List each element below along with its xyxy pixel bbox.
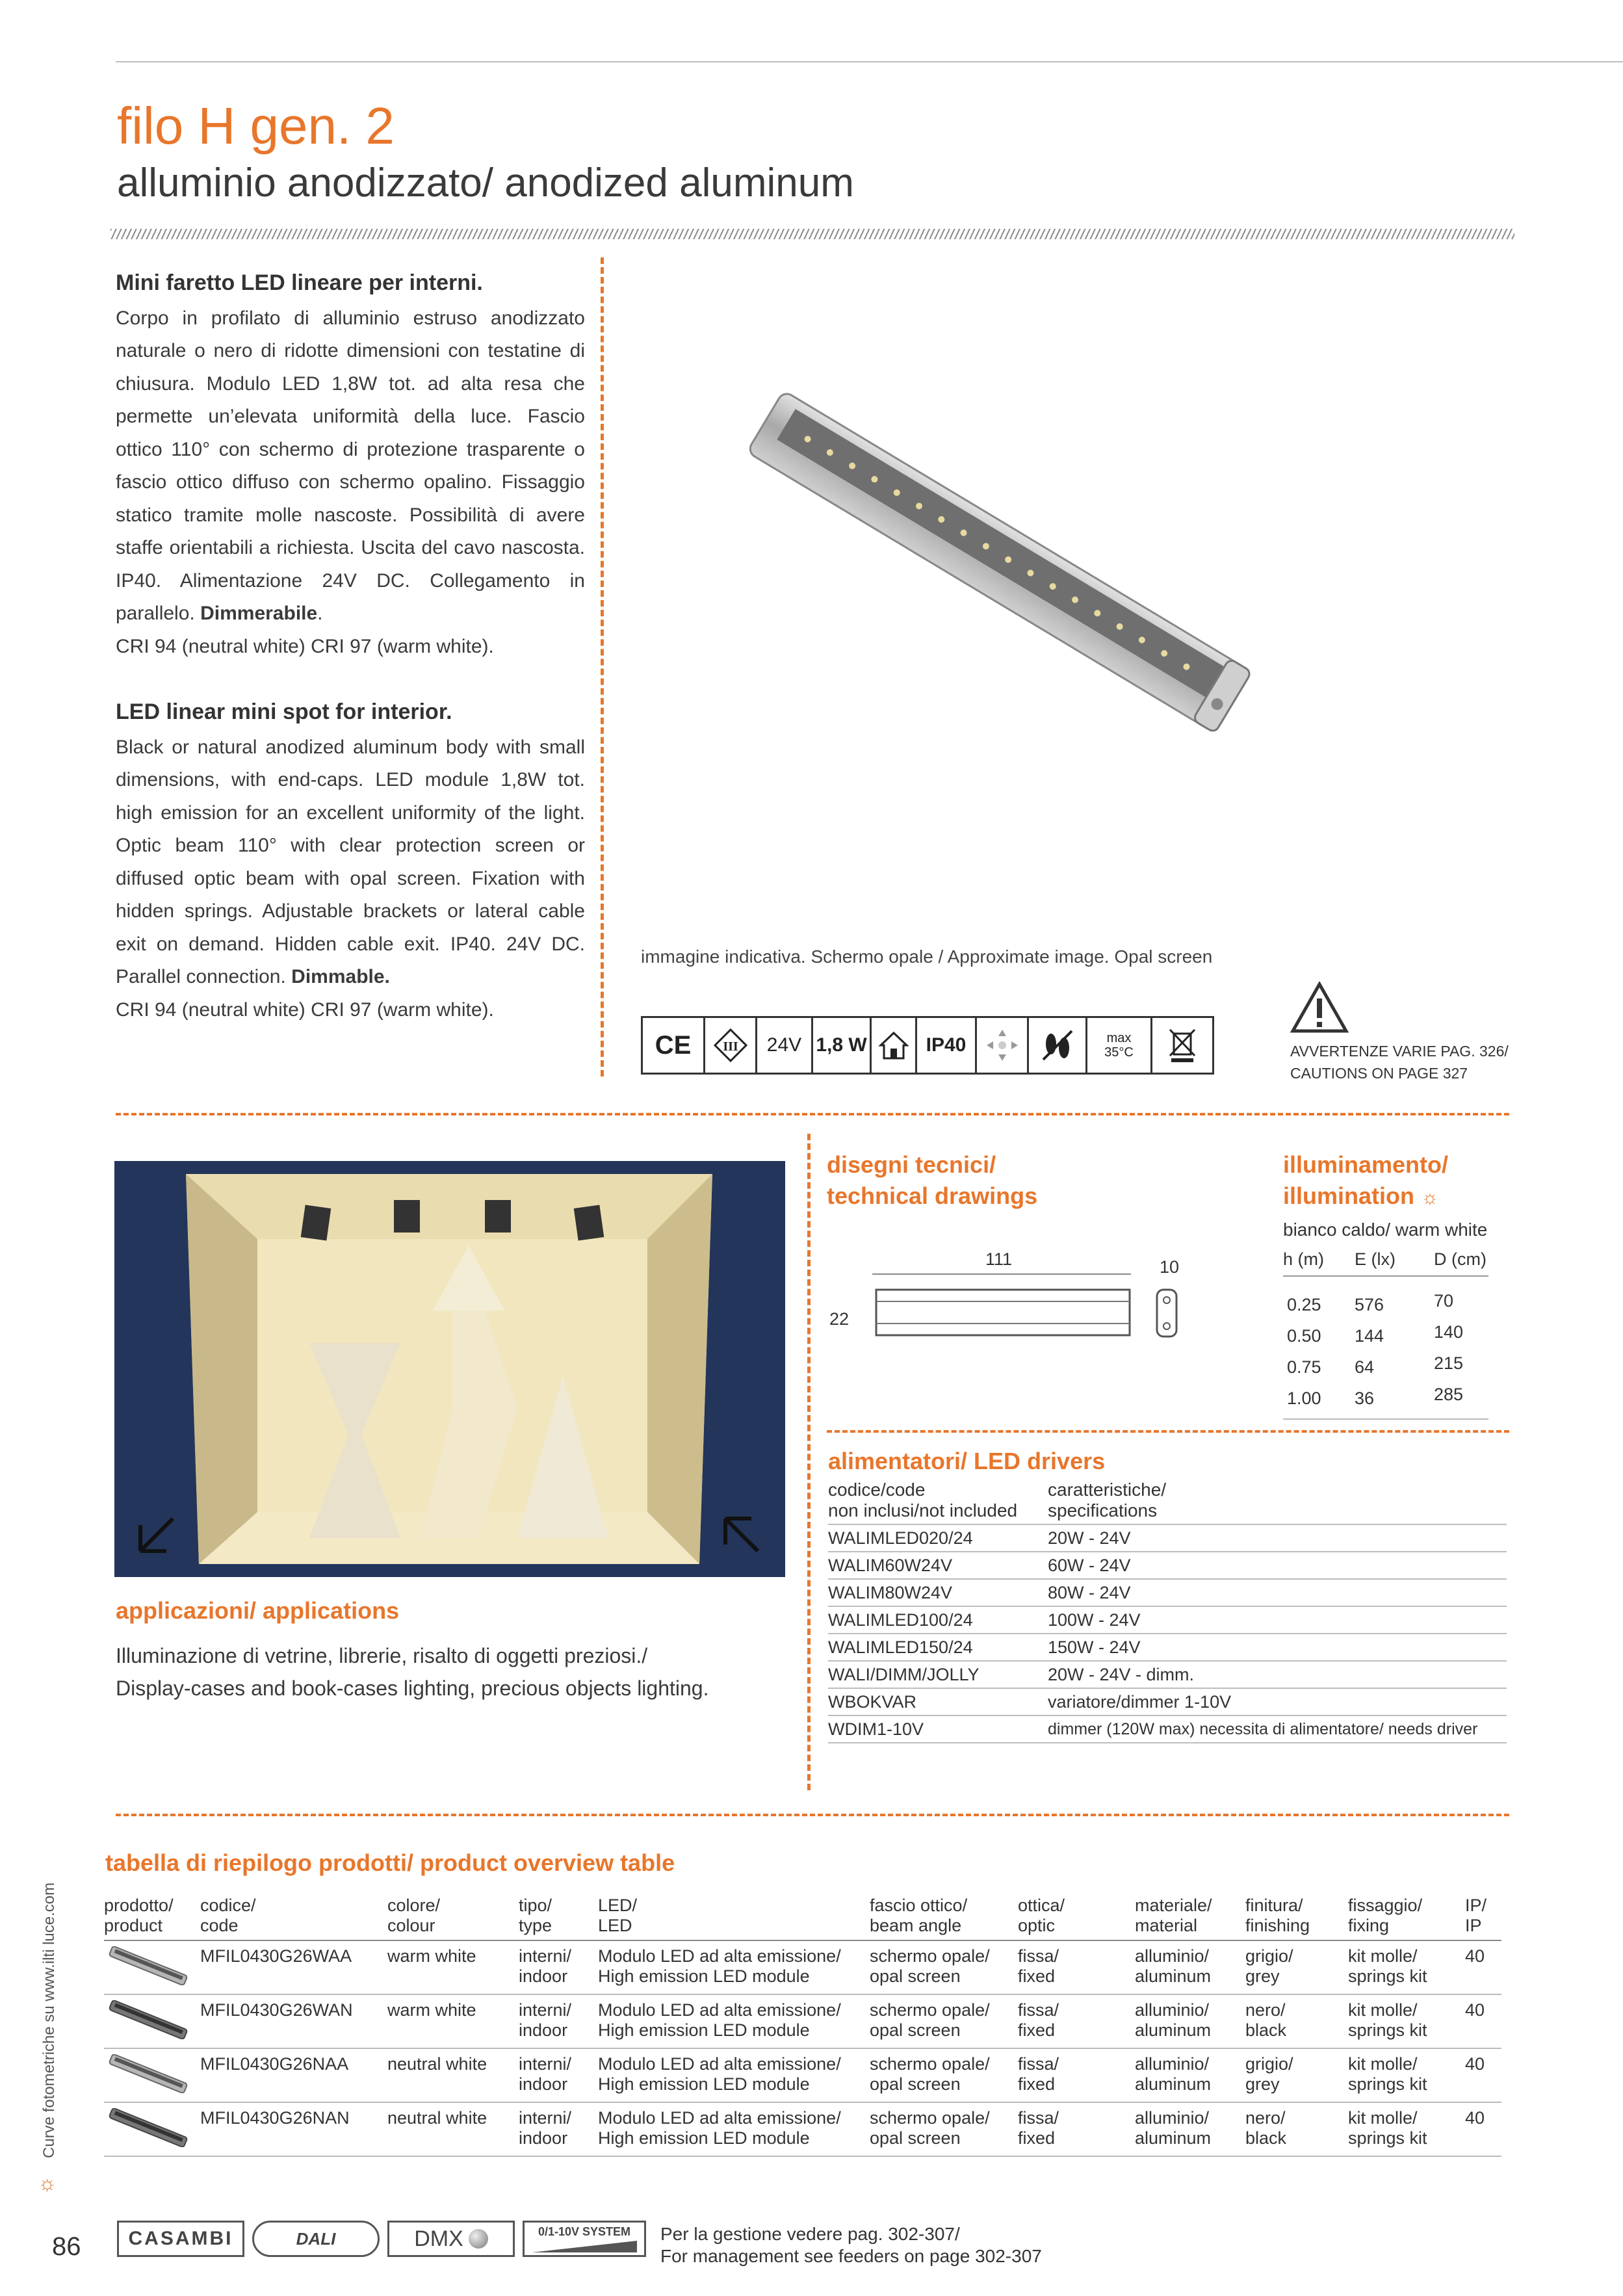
- product-fixing: kit molle/ springs kit: [1348, 2102, 1465, 2156]
- voltage-label: 24V: [757, 1018, 813, 1073]
- illumination-d: 215: [1434, 1353, 1464, 1373]
- product-fixing: kit molle/ springs kit: [1348, 1994, 1465, 2048]
- product-material: alluminio/ aluminum: [1135, 2102, 1245, 2156]
- product-beam: schermo opale/ opal screen: [870, 2102, 1018, 2156]
- technical-drawing: [864, 1268, 1215, 1346]
- footprint-icon: [1029, 1018, 1087, 1073]
- product-ip: 40: [1465, 1994, 1501, 2048]
- max-temperature: [1087, 1018, 1152, 1073]
- drivers-table: [828, 1524, 1507, 1743]
- description-it-heading: Mini faretto LED lineare per interni.: [116, 270, 483, 295]
- page-number: 86: [52, 2232, 81, 2261]
- overview-row: [104, 1940, 1501, 1994]
- illumination-h: 0.25: [1287, 1295, 1321, 1314]
- drivers-title: alimentatori/ LED drivers: [828, 1448, 1106, 1474]
- warning-icon: [1290, 982, 1349, 1034]
- illumination-e: 144: [1355, 1326, 1384, 1346]
- side-photometric-text: Curve fotometriche su www.ilti luce.com: [40, 1882, 58, 2158]
- horizontal-divider-2: [116, 1814, 1509, 1816]
- illumination-subtitle: bianco caldo/ warm white: [1283, 1220, 1488, 1240]
- horizontal-divider-drivers: [827, 1430, 1509, 1433]
- illumination-title-2: illumination: [1283, 1182, 1414, 1209]
- illumination-title-1: illuminamento/: [1283, 1151, 1449, 1178]
- class-iii-icon: [705, 1018, 757, 1073]
- product-optic: fissa/ fixed: [1018, 1940, 1135, 1994]
- product-thumbnail: [104, 1940, 200, 1994]
- product-led: Modulo LED ad alta emissione/ High emission LED module: [598, 1994, 870, 2048]
- driver-spec: 20W - 24V: [1048, 1524, 1507, 1552]
- product-beam: schermo opale/ opal screen: [870, 2048, 1018, 2102]
- weee-bin-icon: [1152, 1018, 1212, 1073]
- management-text: [660, 2223, 1042, 2267]
- vertical-divider-top: [601, 257, 604, 1076]
- applications-text-it: Illuminazione di vetrine, librerie, risalto di oggetti preziosi./: [116, 1644, 648, 1667]
- product-type: interni/ indoor: [519, 2102, 598, 2156]
- overview-title: tabella di riepilogo prodotti/ product overview table: [105, 1849, 675, 1876]
- description-it-dimmable: Dimmerabile: [200, 603, 318, 624]
- illumination-h: 0.50: [1287, 1326, 1321, 1346]
- product-type: interni/ indoor: [519, 1940, 598, 1994]
- description-en-cri: CRI 94 (neutral white) CRI 97 (warm white).: [116, 998, 494, 1021]
- product-thumbnail: [104, 2102, 200, 2156]
- system-logo: [523, 2221, 646, 2257]
- driver-code: WALIM60W24V: [828, 1552, 1048, 1579]
- product-code: MFIL0430G26NAA: [200, 2048, 387, 2102]
- page-title: filo H gen. 2: [117, 97, 395, 155]
- product-fixing: kit molle/ springs kit: [1348, 2048, 1465, 2102]
- illumination-h: 1.00: [1287, 1389, 1321, 1408]
- driver-spec: 150W - 24V: [1048, 1634, 1507, 1661]
- overview-row: [104, 1994, 1501, 2048]
- dmx-logo: [387, 2221, 515, 2257]
- description-it: Mini faretto LED lineare per interni. Corpo in profilato di alluminio estruso anodizzato naturale o nero di ridotte dimensioni con testatine di chiusura. Modulo LED 1,8W tot. ad alta resa che permette un’elevata uniformità della luce. Fascio ottico 110° con schermo di protezione trasparente o fascio ottico diffuso con schermo opalino. Fissaggio statico tramite molle nascoste. Possibilità di avere staffe orientabili a richiesta. Uscita del cavo nascosta. IP40. Alimentazione 24V DC. Collegamento in parallelo. Dimmerabile. CRI 94 (neutral white) CRI 97 (warm white).: [116, 267, 585, 663]
- illumination-d: 70: [1434, 1291, 1454, 1311]
- mounting-icon: [977, 1018, 1029, 1073]
- power-label: 1,8 W: [813, 1018, 872, 1073]
- management-it: Per la gestione vedere pag. 302-307/: [660, 2224, 960, 2244]
- driver-row: [828, 1552, 1507, 1579]
- driver-code: WALIM80W24V: [828, 1579, 1048, 1606]
- dimension-height: 22: [829, 1309, 850, 1329]
- overview-header-colour: colore/ colour: [387, 1896, 519, 1940]
- technical-title-2: technical drawings: [827, 1182, 1038, 1209]
- illumination-d: 285: [1434, 1385, 1464, 1404]
- system-ramp-icon: [529, 2238, 640, 2255]
- illumination-row: [1287, 1322, 1488, 1348]
- driver-row: [828, 1606, 1507, 1634]
- top-rule: [116, 61, 1623, 62]
- overview-header-row: [104, 1896, 1501, 1940]
- product-type: interni/ indoor: [519, 1994, 598, 2048]
- product-image: [715, 377, 1287, 741]
- technical-title: [827, 1149, 1037, 1212]
- description-en: [116, 696, 585, 1026]
- product-code: MFIL0430G26WAN: [200, 1994, 387, 2048]
- product-code: MFIL0430G26WAA: [200, 1940, 387, 1994]
- driver-code: WALI/DIMM/JOLLY: [828, 1661, 1048, 1688]
- description-en-heading: LED linear mini spot for interior.: [116, 699, 452, 724]
- product-led: Modulo LED ad alta emissione/ High emission LED module: [598, 2102, 870, 2156]
- product-colour: warm white: [387, 1994, 519, 2048]
- overview-header-code: codice/ code: [200, 1896, 387, 1940]
- product-finishing: nero/ black: [1245, 1994, 1348, 2048]
- drivers-header-code-1: codice/code: [828, 1480, 926, 1500]
- illumination-d: 140: [1434, 1322, 1464, 1342]
- description-it-text: Corpo in profilato di alluminio estruso anodizzato naturale o nero di ridotte dimensioni con testatine di chiusura. Modulo LED 1,8W tot. ad alta resa che permette un’elevata uniformità della luce. Fascio ottico 110° con schermo di protezione trasparente o fascio ottico diffuso con schermo opalino. Fissaggio statico tramite molle nascoste. Possibilità di avere staffe orientabili a richiesta. Uscita del cavo nascosta. IP40. Alimentazione 24V DC. Collegamento in parallelo.: [116, 307, 585, 624]
- applications-text-en: Display-cases and book-cases lighting, precious objects lighting.: [116, 1676, 709, 1700]
- max-temp-value: 35°C: [1104, 1045, 1134, 1060]
- spec-icons-bar: [641, 1016, 1214, 1075]
- driver-code: WALIMLED100/24: [828, 1606, 1048, 1634]
- illumination-header-rule: [1283, 1275, 1488, 1277]
- management-en: For management see feeders on page 302-307: [660, 2246, 1042, 2266]
- illumination-header-d: D (cm): [1434, 1249, 1487, 1269]
- product-material: alluminio/ aluminum: [1135, 2048, 1245, 2102]
- driver-code: WALIMLED150/24: [828, 1634, 1048, 1661]
- overview-header-product: prodotto/ product: [104, 1896, 200, 1940]
- product-beam: schermo opale/ opal screen: [870, 1940, 1018, 1994]
- horizontal-divider-1: [116, 1113, 1509, 1115]
- illumination-e: 64: [1355, 1357, 1375, 1377]
- illumination-header-e: E (lx): [1355, 1249, 1396, 1269]
- description-en-text: Black or natural anodized aluminum body with small dimensions, with end-caps. LED module 1,8W tot. high emission for an excellent uniformity of the light. Optic beam 110° with clear protection screen or diffused optic beam with opal screen. Fixation with hidden springs. Adjustable brackets or lateral cable exit on demand. Hidden cable exit. IP40. 24V DC. Parallel connection.: [116, 736, 585, 987]
- dmx-sphere-icon: [469, 2229, 488, 2249]
- illumination-row: [1287, 1385, 1488, 1411]
- overview-header-fixing: fissaggio/ fixing: [1348, 1896, 1465, 1940]
- overview-header-finishing: finitura/ finishing: [1245, 1896, 1348, 1940]
- product-optic: fissa/ fixed: [1018, 2102, 1135, 2156]
- product-material: alluminio/ aluminum: [1135, 1940, 1245, 1994]
- overview-row: [104, 2102, 1501, 2156]
- product-type: interni/ indoor: [519, 2048, 598, 2102]
- illumination-title: [1283, 1149, 1448, 1214]
- dali-logo: DALI: [252, 2221, 380, 2257]
- drivers-header-code: [828, 1480, 1017, 1521]
- description-it-cri: CRI 94 (neutral white) CRI 97 (warm white).: [116, 635, 494, 657]
- indoor-icon: [872, 1018, 917, 1073]
- system-label: 0/1-10V SYSTEM: [538, 2225, 631, 2238]
- application-photo: [114, 1161, 785, 1577]
- dimension-depth: 10: [1160, 1257, 1180, 1277]
- product-material: alluminio/ aluminum: [1135, 1994, 1245, 2048]
- vertical-divider-middle: [807, 1134, 811, 1790]
- overview-table: [104, 1896, 1501, 2157]
- product-ip: 40: [1465, 2048, 1501, 2102]
- drivers-header-spec-1: caratteristiche/: [1048, 1480, 1167, 1500]
- max-temp-label: max: [1106, 1031, 1132, 1045]
- product-ip: 40: [1465, 1940, 1501, 1994]
- drivers-header-code-2: non inclusi/not included: [828, 1500, 1018, 1520]
- casambi-logo: CASAMBI: [117, 2221, 244, 2257]
- driver-spec: 60W - 24V: [1048, 1552, 1507, 1579]
- hatch-divider: [110, 229, 1514, 239]
- driver-spec: dimmer (120W max) necessita di alimentatore/ needs driver: [1048, 1715, 1507, 1743]
- dmx-label: DMX: [414, 2226, 463, 2251]
- ip-label: IP40: [917, 1018, 977, 1073]
- product-beam: schermo opale/ opal screen: [870, 1994, 1018, 2048]
- overview-header-type: tipo/ type: [519, 1896, 598, 1940]
- page-subtitle: alluminio anodizzato/ anodized aluminum: [117, 161, 854, 205]
- class-label: III: [722, 1039, 738, 1054]
- technical-title-1: disegni tecnici/: [827, 1151, 996, 1178]
- side-sun-icon: ☼: [38, 2171, 57, 2195]
- overview-header-material: materiale/ material: [1135, 1896, 1245, 1940]
- product-colour: neutral white: [387, 2102, 519, 2156]
- warnings-line-2: CAUTIONS ON PAGE 327: [1290, 1065, 1468, 1082]
- illumination-row: [1287, 1291, 1488, 1317]
- product-ip: 40: [1465, 2102, 1501, 2156]
- driver-row: [828, 1661, 1507, 1688]
- illumination-h: 0.75: [1287, 1357, 1321, 1377]
- driver-code: WDIM1-10V: [828, 1715, 1048, 1743]
- warnings-line-1: AVVERTENZE VARIE PAG. 326/: [1290, 1043, 1509, 1060]
- product-optic: fissa/ fixed: [1018, 2048, 1135, 2102]
- illumination-row: [1287, 1353, 1488, 1379]
- applications-text: [116, 1639, 708, 1704]
- sun-icon: ☼: [1421, 1187, 1439, 1208]
- driver-code: WBOKVAR: [828, 1688, 1048, 1715]
- driver-spec: 80W - 24V: [1048, 1579, 1507, 1606]
- overview-row: [104, 2048, 1501, 2102]
- driver-row: [828, 1634, 1507, 1661]
- overview-header-beam: fascio ottico/ beam angle: [870, 1896, 1018, 1940]
- drivers-header-spec-2: specifications: [1048, 1500, 1158, 1520]
- overview-header-led: LED/ LED: [598, 1896, 870, 1940]
- illumination-table: [1287, 1291, 1488, 1415]
- illumination-header-h: h (m): [1283, 1249, 1324, 1269]
- driver-row: [828, 1524, 1507, 1552]
- product-finishing: grigio/ grey: [1245, 1940, 1348, 1994]
- warnings-text: [1290, 1040, 1509, 1084]
- illumination-header: [1283, 1249, 1488, 1275]
- product-image-caption: immagine indicativa. Schermo opale / Approximate image. Opal screen: [641, 946, 1213, 967]
- product-colour: neutral white: [387, 2048, 519, 2102]
- driver-row: [828, 1715, 1507, 1743]
- product-colour: warm white: [387, 1940, 519, 1994]
- product-code: MFIL0430G26NAN: [200, 2102, 387, 2156]
- overview-header-ip: IP/ IP: [1465, 1896, 1501, 1940]
- driver-spec: variatore/dimmer 1-10V: [1048, 1688, 1507, 1715]
- ce-mark: CE: [643, 1018, 705, 1073]
- drivers-header-spec: [1048, 1480, 1166, 1521]
- illumination-bottom-rule: [1283, 1418, 1488, 1420]
- driver-row: [828, 1688, 1507, 1715]
- product-led: Modulo LED ad alta emissione/ High emission LED module: [598, 1940, 870, 1994]
- description-en-dimmable: Dimmable.: [291, 966, 390, 987]
- driver-code: WALIMLED020/24: [828, 1524, 1048, 1552]
- driver-row: [828, 1579, 1507, 1606]
- product-fixing: kit molle/ springs kit: [1348, 1940, 1465, 1994]
- driver-spec: 100W - 24V: [1048, 1606, 1507, 1634]
- driver-spec: 20W - 24V - dimm.: [1048, 1661, 1507, 1688]
- product-led: Modulo LED ad alta emissione/ High emission LED module: [598, 2048, 870, 2102]
- illumination-e: 576: [1355, 1295, 1384, 1314]
- overview-header-optic: ottica/ optic: [1018, 1896, 1135, 1940]
- illumination-e: 36: [1355, 1389, 1375, 1408]
- product-finishing: nero/ black: [1245, 2102, 1348, 2156]
- product-finishing: grigio/ grey: [1245, 2048, 1348, 2102]
- product-optic: fissa/ fixed: [1018, 1994, 1135, 2048]
- applications-title: applicazioni/ applications: [116, 1597, 400, 1624]
- product-thumbnail: [104, 2048, 200, 2102]
- dimension-length: 111: [985, 1249, 1013, 1269]
- product-thumbnail: [104, 1994, 200, 2048]
